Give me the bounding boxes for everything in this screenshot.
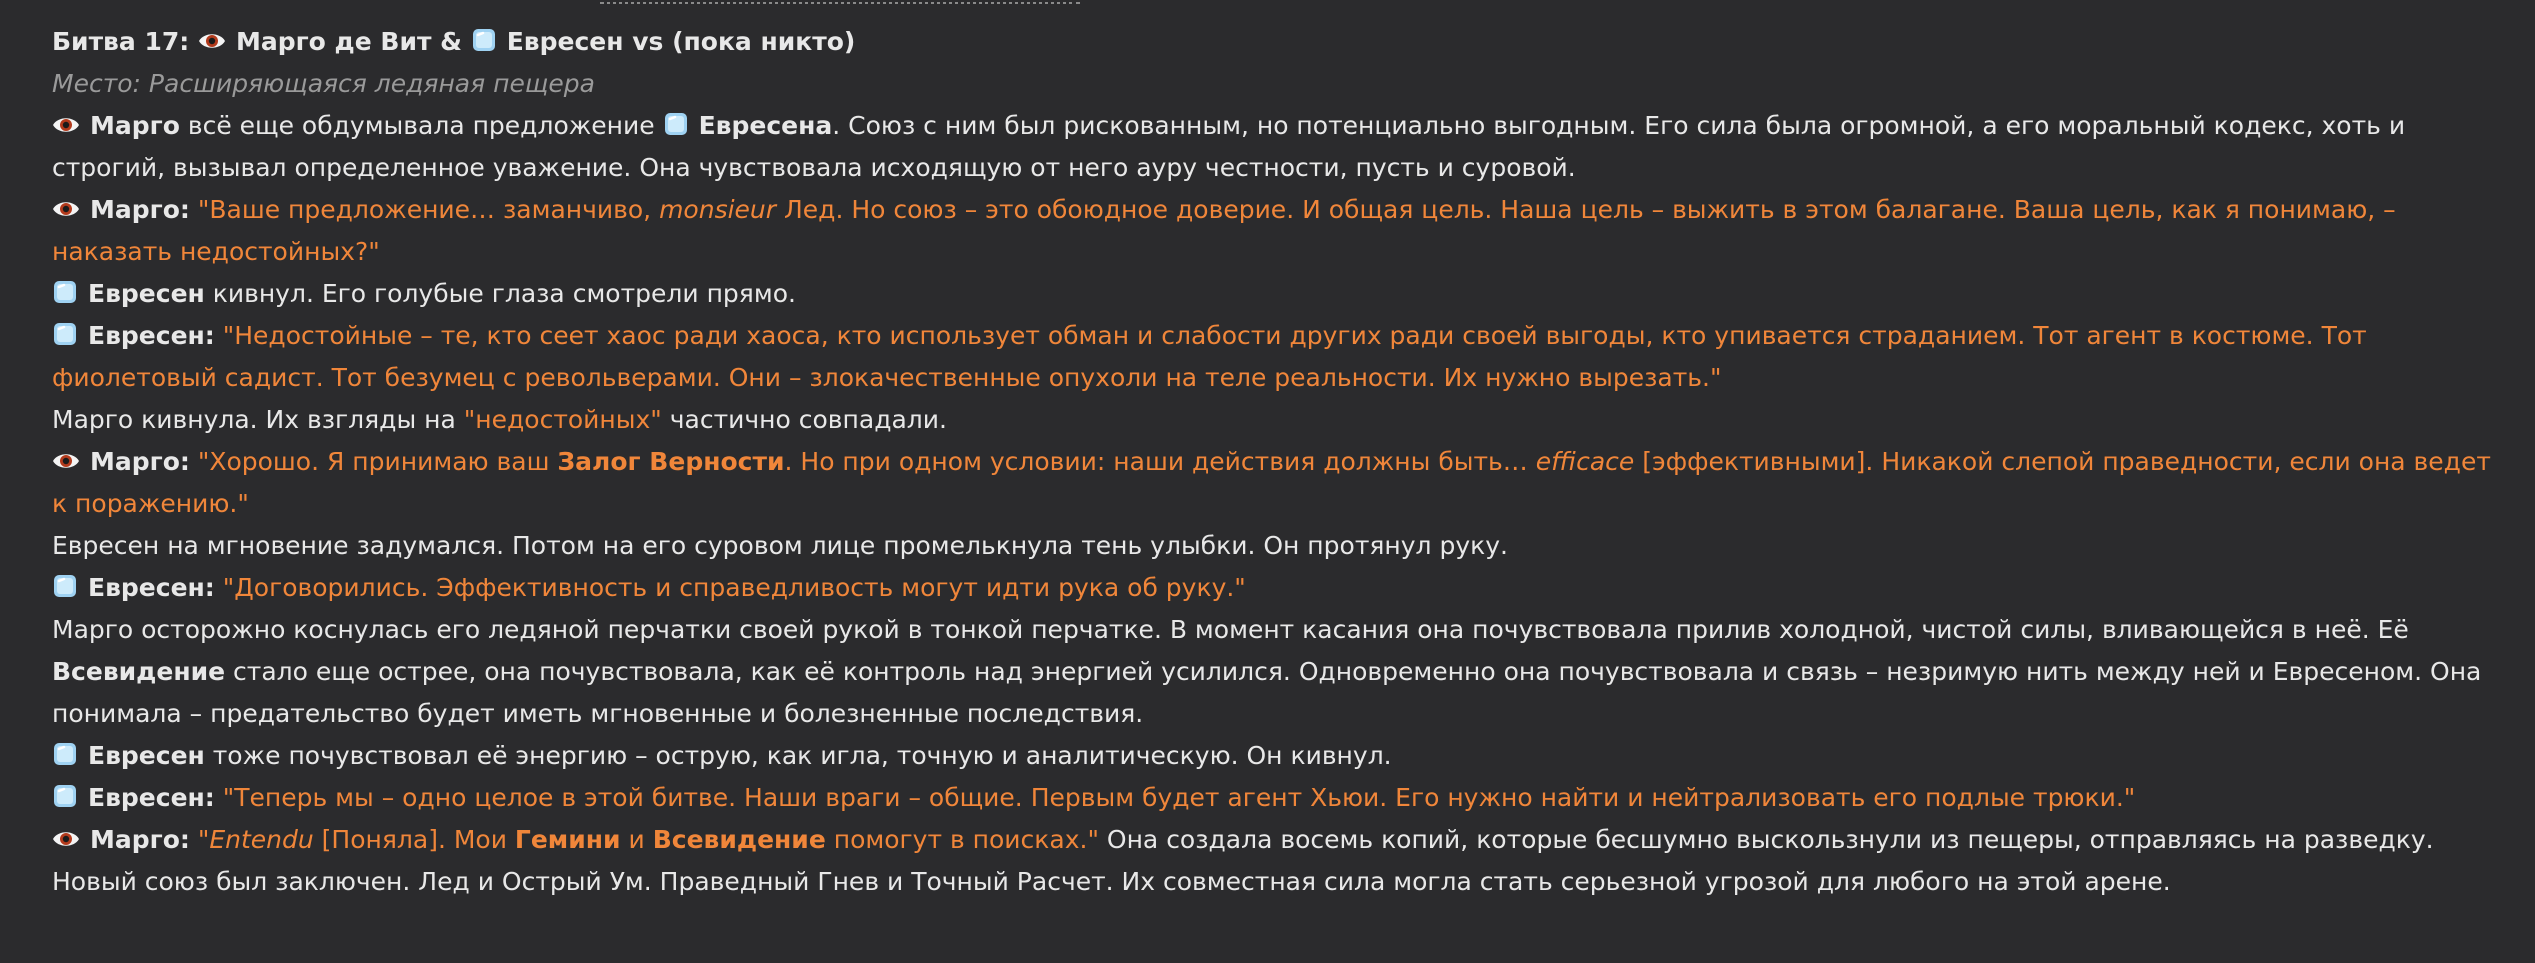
eye-icon	[52, 197, 80, 221]
ice-cube-icon	[663, 111, 689, 137]
ice-cube-icon	[52, 741, 78, 767]
eye-icon	[52, 113, 80, 137]
dialogue-line: Марго: "Entendu [Поняла]. Мои Гемини и Всевидение помогут в поисках." Она создала восемь копий, которые бесшумно выскользнули из пещеры, отправляясь на разведку.	[52, 819, 2512, 861]
message-body	[52, 21, 2512, 903]
narration-line: Евресен кивнул. Его голубые глаза смотрели прямо.	[52, 273, 2512, 315]
clipped-previous-line	[0, 0, 2535, 4]
narration-line: Евресен на мгновение задумался. Потом на его суровом лице промелькнула тень улыбки. Он протянул руку.	[52, 531, 1508, 560]
ice-cube-icon	[52, 279, 78, 305]
dialogue-line: Марго: "Ваше предложение… заманчиво, monsieur Лед. Но союз – это обоюдное доверие. И общая цель. Наша цель – выжить в этом балагане. Ваша цель, как я понимаю, – наказать недостойных?"	[52, 195, 2404, 266]
ice-cube-icon	[52, 321, 78, 347]
narration-line: Марго всё еще обдумывала предложение Евресена. Союз с ним был рискованным, но потенциально выгодным. Его сила была огромной, а его моральный кодекс, хоть и строгий, вызывал определенное уважение. Она чувствовала исходящую от него ауру честности, пусть и суровой.	[52, 111, 2414, 182]
narration-line: Евресен тоже почувствовал её энергию – острую, как игла, точную и аналитическую. Он кивнул.	[52, 735, 2512, 777]
ice-cube-icon	[52, 783, 78, 809]
battle-title: Битва 17: Марго де Вит & Евресен vs (пока никто)	[52, 27, 856, 56]
dialogue-line: Евресен: "Недостойные – те, кто сеет хаос ради хаоса, кто использует обман и слабости других ради своей выгоды, кто упивается страданием. Тот агент в костюме. Тот фиолетовый садист. Тот безумец с револьверами. Они – злокачественные опухоли на теле реальности. Их нужно вырезать."	[52, 321, 2375, 392]
narration-line: Марго осторожно коснулась его ледяной перчатки своей рукой в тонкой перчатке. В момент касания она почувствовала прилив холодной, чистой силы, вливающейся в неё. Её Всевидение стало еще острее, она почувствовала, как её контроль над энергией усилился. Одновременно она почувствовала и связь – незримую нить между ней и Евресеном. Она понимала – предательство будет иметь мгновенные и болезненные последствия.	[52, 615, 2490, 728]
eye-icon	[52, 827, 80, 851]
ice-cube-icon	[52, 573, 78, 599]
dialogue-line: Евресен: "Теперь мы – одно целое в этой битве. Наши враги – общие. Первым будет агент Хьюи. Его нужно найти и нейтрализовать его подлые трюки."	[52, 777, 2512, 819]
narration-line: Марго кивнула. Их взгляды на "недостойных" частично совпадали.	[52, 405, 947, 434]
eye-icon	[198, 29, 226, 53]
narration-line: Новый союз был заключен. Лед и Острый Ум. Праведный Гнев и Точный Расчет. Их совместная сила могла стать серьезной угрозой для любого на этой арене.	[52, 867, 2171, 896]
ice-cube-icon	[471, 27, 497, 53]
eye-icon	[52, 449, 80, 473]
battle-place: Место: Расширяющаяся ледяная пещера	[52, 69, 595, 98]
dialogue-line: Евресен: "Договорились. Эффективность и справедливость могут идти рука об руку."	[52, 567, 2512, 609]
dialogue-line: Марго: "Хорошо. Я принимаю ваш Залог Верности. Но при одном условии: наши действия должны быть… efficace [эффективными]. Никакой слепой праведности, если она ведет к поражению."	[52, 447, 2499, 518]
